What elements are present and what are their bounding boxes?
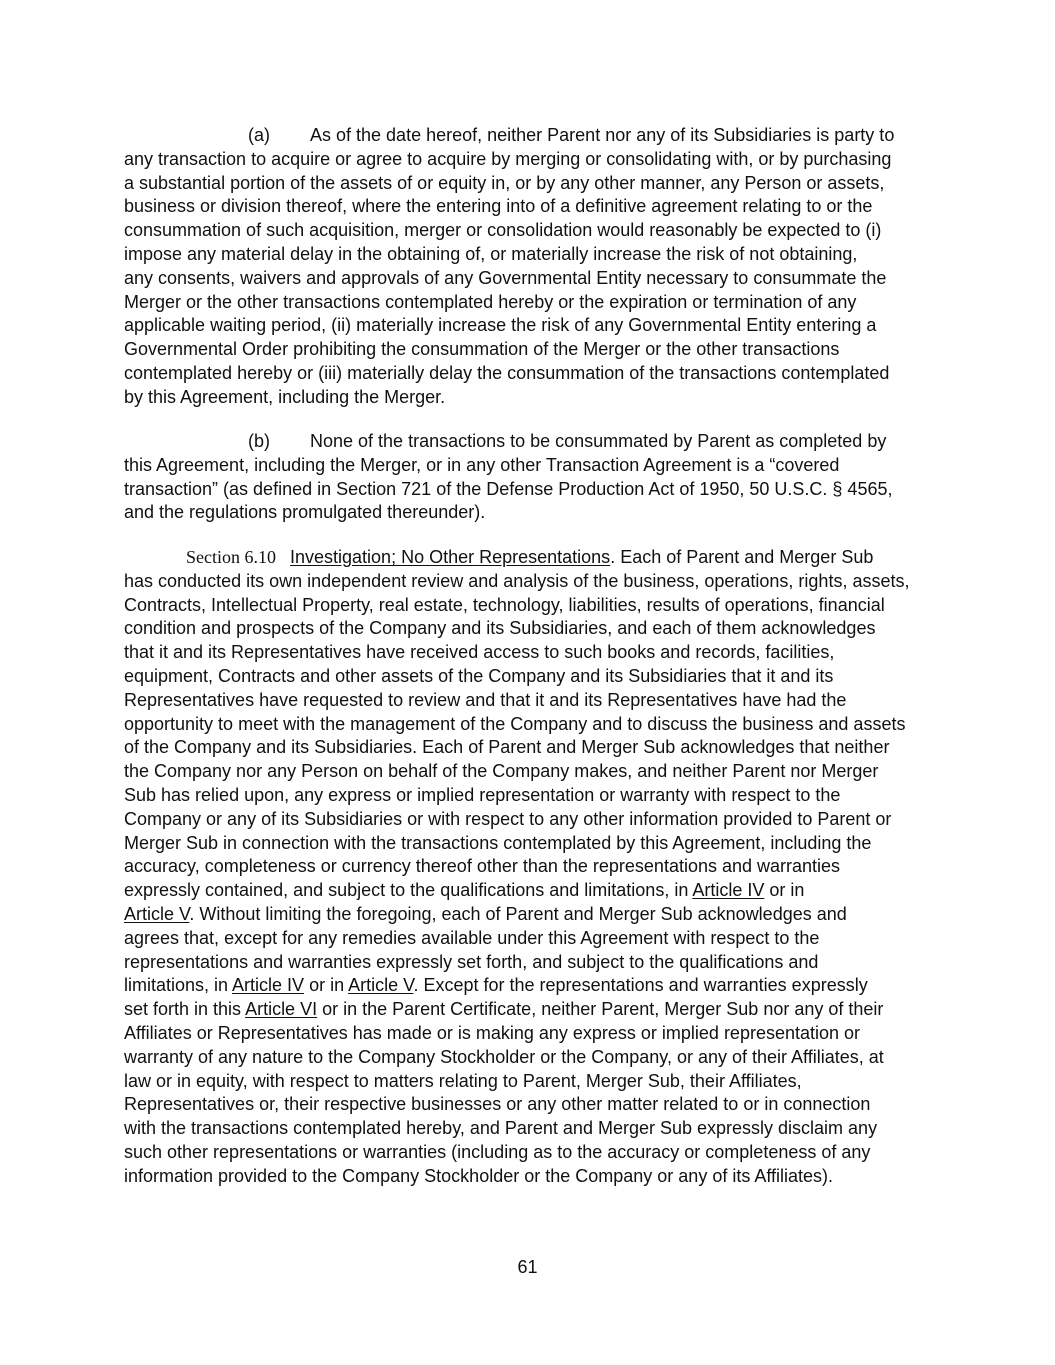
paragraph-b: [124, 430, 934, 525]
article-v-link[interactable]: Article V: [348, 975, 414, 996]
text-line: such other representations or warranties (including as to the accuracy or completeness of any: [124, 1141, 871, 1162]
text-line: Representatives have requested to review and that it and its Representatives have had the: [124, 689, 847, 710]
section-first-line: [124, 546, 934, 570]
text-line: has conducted its own independent review and analysis of the business, operations, rights, assets,: [124, 570, 910, 591]
text-line: [124, 903, 934, 927]
text-line: Affiliates or Representatives has made or is making any express or implied representation or: [124, 1022, 861, 1043]
article-vi-link[interactable]: Article VI: [245, 999, 318, 1020]
text-line: and the regulations promulgated thereunder).: [124, 502, 486, 523]
paragraph-a-first-line: [124, 124, 934, 148]
text-line: Company or any of its Subsidiaries or with respect to any other information provided to Parent or: [124, 808, 892, 829]
text-line: Merger Sub in connection with the transactions contemplated by this Agreement, including the: [124, 832, 872, 853]
section-first-line-rest: . Each of Parent and Merger Sub: [610, 547, 874, 567]
text-line: any transaction to acquire or agree to acquire by merging or consolidating with, or by purchasing: [124, 148, 892, 169]
text-segment: set forth in this: [124, 999, 246, 1020]
text-line: with the transactions contemplated hereby, and Parent and Merger Sub expressly disclaim any: [124, 1118, 878, 1139]
text-line: Contracts, Intellectual Property, real estate, technology, liabilities, results of operations, financial: [124, 594, 885, 615]
paragraph-a: [124, 124, 934, 410]
text-line: impose any material delay in the obtaining of, or materially increase the risk of not obtaining,: [124, 243, 858, 264]
text-line: Sub has relied upon, any express or implied representation or warranty with respect to the: [124, 784, 841, 805]
text-line: consummation of such acquisition, merger or consolidation would reasonably be expected to (i): [124, 220, 882, 241]
text-line: Governmental Order prohibiting the consummation of the Merger or the other transactions: [124, 339, 840, 360]
section-heading: Investigation; No Other Representations: [290, 547, 611, 567]
text-line: any consents, waivers and approvals of any Governmental Entity necessary to consummate the: [124, 267, 887, 288]
text-segment: . Except for the representations and warranties expressly: [413, 975, 868, 996]
text-line: business or division thereof, where the entering into of a definitive agreement relating to or the: [124, 196, 873, 217]
text-line: this Agreement, including the Merger, or in any other Transaction Agreement is a “covered: [124, 454, 840, 475]
text-line: As of the date hereof, neither Parent nor any of its Subsidiaries is party to: [310, 125, 895, 145]
text-segment: . Without limiting the foregoing, each of Parent and Merger Sub acknowledges and: [189, 903, 847, 924]
text-line: law or in equity, with respect to matters relating to Parent, Merger Sub, their Affiliates,: [124, 1070, 802, 1091]
text-line: information provided to the Company Stockholder or the Company or any of its Affiliates).: [124, 1165, 834, 1186]
text-line: opportunity to meet with the management of the Company and to discuss the business and assets: [124, 713, 906, 734]
text-segment: or in: [764, 880, 805, 901]
paragraph-b-first-line: [124, 430, 934, 454]
section-6-10: [124, 546, 934, 1189]
text-line: representations and warranties expressly set forth, and subject to the qualifications and: [124, 951, 819, 972]
text-line: agrees that, except for any remedies available under this Agreement with respect to the: [124, 927, 820, 948]
text-segment: or in the Parent Certificate, neither Parent, Merger Sub nor any of their: [317, 999, 884, 1020]
text-line: transaction” (as defined in Section 721 of the Defense Production Act of 1950, 50 U.S.C. § 4565,: [124, 478, 893, 499]
text-line: condition and prospects of the Company and its Subsidiaries, and each of them acknowledges: [124, 618, 876, 639]
article-iv-link[interactable]: Article IV: [232, 975, 305, 996]
text-segment: expressly contained, and subject to the qualifications and limitations, in: [124, 880, 693, 901]
text-line: contemplated hereby or (iii) materially delay the consummation of the transactions contemplated: [124, 362, 890, 383]
text-line: [124, 974, 934, 998]
text-line: Representatives or, their respective businesses or any other matter related to or in connection: [124, 1094, 871, 1115]
paragraph-a-label: (a): [248, 125, 270, 145]
paragraph-b-label: (b): [248, 431, 270, 451]
section-number: Section 6.10: [186, 547, 276, 567]
text-line: of the Company and its Subsidiaries. Each of Parent and Merger Sub acknowledges that neither: [124, 737, 890, 758]
article-v-link[interactable]: Article V: [124, 903, 190, 924]
text-line: a substantial portion of the assets of or equity in, or by any other manner, any Person or assets,: [124, 172, 885, 193]
text-line: [124, 879, 934, 903]
text-segment: or in: [304, 975, 349, 996]
text-line: the Company nor any Person on behalf of the Company makes, and neither Parent nor Merger: [124, 761, 879, 782]
text-line: equipment, Contracts and other assets of the Company and its Subsidiaries that it and its: [124, 665, 834, 686]
text-line: [124, 998, 934, 1022]
text-line: warranty of any nature to the Company Stockholder or the Company, or any of their Affiliates, at: [124, 1046, 884, 1067]
text-segment: limitations, in: [124, 975, 233, 996]
article-iv-link[interactable]: Article IV: [692, 880, 765, 901]
page-number: 61: [517, 1257, 538, 1277]
text-line: by this Agreement, including the Merger.: [124, 386, 446, 407]
text-line: Merger or the other transactions contemplated hereby or the expiration or termination of any: [124, 291, 857, 312]
text-line: None of the transactions to be consummated by Parent as completed by: [310, 431, 887, 451]
text-line: that it and its Representatives have received access to such books and records, facilities,: [124, 642, 835, 663]
text-line: applicable waiting period, (ii) materially increase the risk of any Governmental Entity entering a: [124, 315, 877, 336]
text-line: accuracy, completeness or currency thereof other than the representations and warranties: [124, 856, 841, 877]
